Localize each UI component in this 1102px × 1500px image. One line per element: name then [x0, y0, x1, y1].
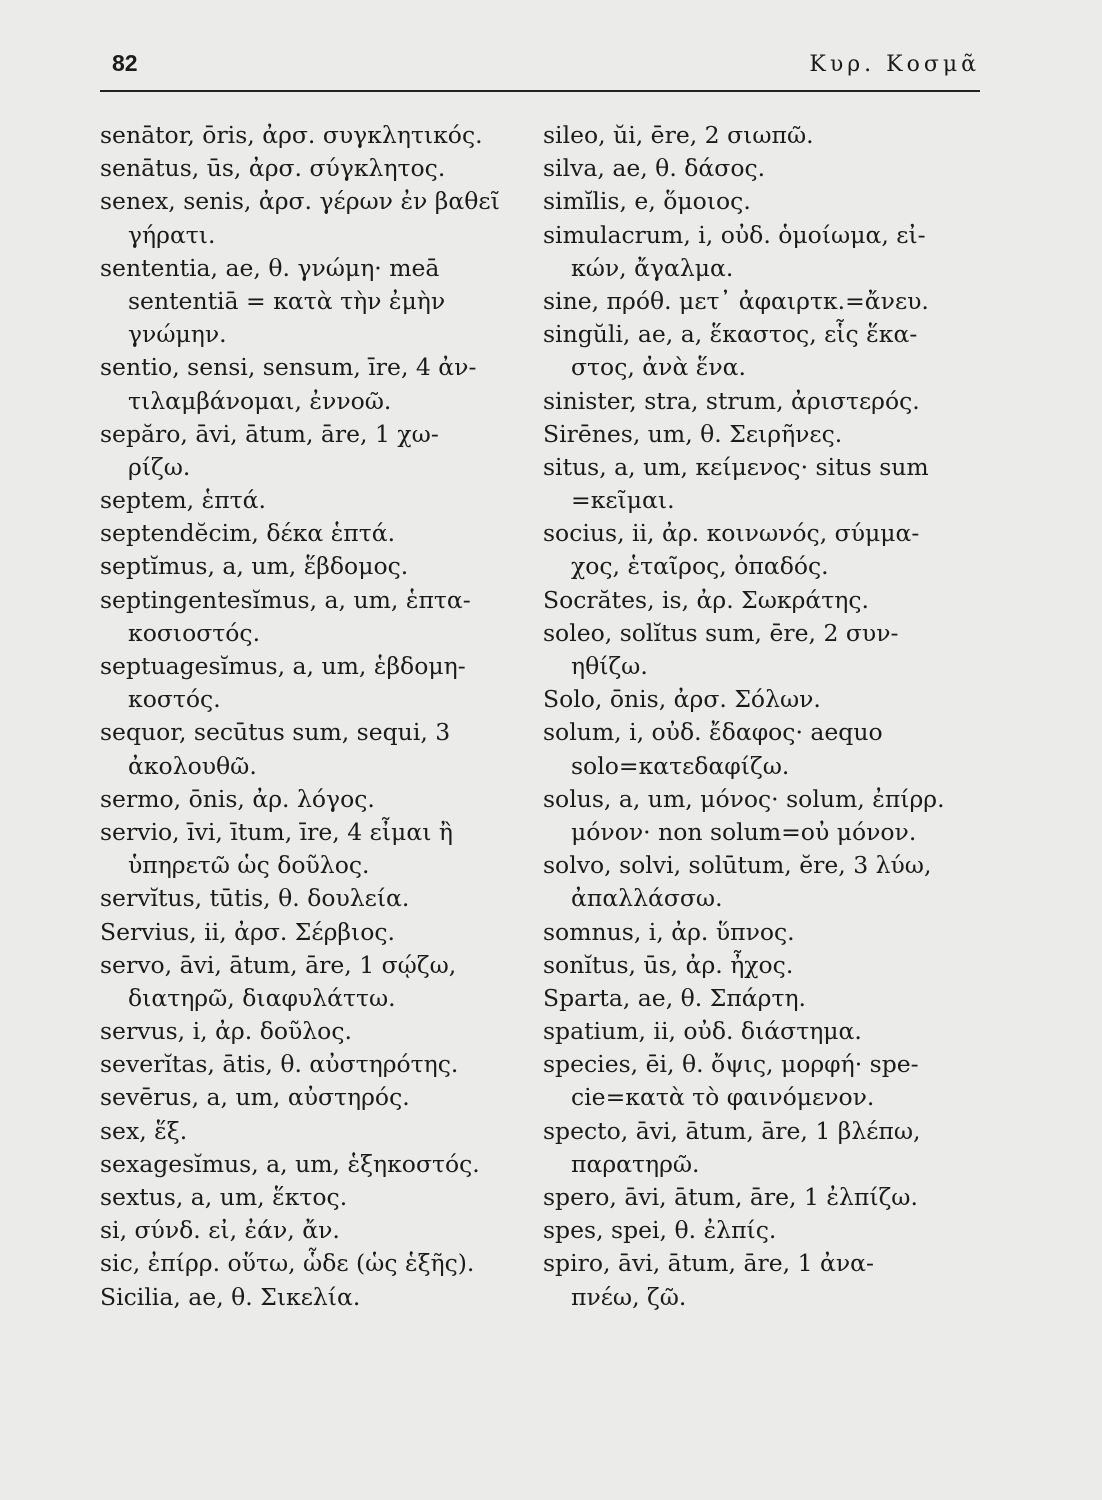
entry-line: sexagesĭmus, a, um, ἑξηκοστός. — [100, 1149, 480, 1178]
left-column — [100, 119, 520, 1314]
page-number: 82 — [112, 50, 138, 76]
entry-line: γνώμην. — [128, 320, 227, 349]
entry-line: singŭli, ae, a, ἕκαστος, εἷς ἕκα- — [543, 320, 918, 349]
entry-line: servĭtus, tūtis, θ. δουλεία. — [100, 884, 410, 913]
entry-line: septuagesĭmus, a, um, ἑβδομη- — [100, 652, 466, 680]
entry-line: simulacrum, i, οὐδ. ὁμοίωμα, εἰ- — [543, 220, 926, 249]
entry-line: στος, ἀνὰ ἕνα. — [571, 353, 747, 382]
entry-line: sileo, ŭi, ēre, 2 σιωπῶ. — [543, 121, 814, 149]
entry-line: sequor, secūtus sum, sequi, 3 — [100, 718, 451, 747]
entry-line: cie=κατὰ τὸ φαινόμενον. — [571, 1083, 875, 1112]
entry-line: senātus, ūs, ἀρσ. σύγκλητος. — [100, 154, 446, 183]
entry-line: ὑπηρετῶ ὡς δοῦλος. — [128, 851, 370, 880]
entry-line: μόνον· non solum=οὐ μόνον. — [571, 817, 917, 846]
entry-line: septĭmus, a, um, ἕβδομος. — [100, 552, 409, 581]
entry-line: sevērus, a, um, αὐστηρός. — [100, 1083, 410, 1112]
entry-line: spatium, ii, οὐδ. διάστημα. — [543, 1017, 862, 1046]
entry-line: septendĕcim, δέκα ἑπτά. — [100, 519, 396, 548]
entry-line: πνέω, ζῶ. — [571, 1282, 687, 1311]
entry-line: Socrătes, is, ἀρ. Σωκράτης. — [543, 585, 870, 614]
header-rule — [100, 90, 980, 92]
entry-line: κοστός. — [128, 685, 221, 714]
entry-line: sinister, stra, strum, ἀριστερός. — [543, 386, 920, 415]
page-header — [112, 50, 980, 84]
entry-line: Sparta, ae, θ. Σπάρτη. — [543, 983, 807, 1012]
entry-line: χος, ἑταῖρος, ὀπαδός. — [571, 552, 829, 581]
entry-line: severĭtas, ātis, θ. αὐστηρότης. — [100, 1050, 459, 1079]
entry-line: sententia, ae, θ. γνώμη· meā — [100, 253, 440, 282]
entry-line: solus, a, um, μόνος· solum, ἐπίρρ. — [543, 784, 945, 813]
entry-line: silva, ae, θ. δάσος. — [543, 154, 766, 183]
entry-line: senātor, ōris, ἀρσ. συγκλητικός. — [100, 121, 483, 149]
entry-line: ρίζω. — [128, 452, 191, 481]
entry-line: sextus, a, um, ἕκτος. — [100, 1183, 348, 1211]
entry-line: ἀπαλλάσσω. — [571, 884, 723, 913]
entry-line: sex, ἕξ. — [100, 1116, 188, 1145]
entry-line: sermo, ōnis, ἀρ. λόγος. — [100, 784, 375, 813]
entry-line: senex, senis, ἀρσ. γέρων ἐν βαθεῖ — [100, 187, 500, 216]
entry-line: somnus, i, ἀρ. ὕπνος. — [543, 917, 795, 946]
entry-line: sententiā = κατὰ τὴν ἐμὴν — [128, 286, 446, 315]
entry-line: τιλαμβάνομαι, ἐννοῶ. — [128, 386, 392, 415]
entry-line: Servius, ii, ἀρσ. Σέρβιος. — [100, 917, 395, 946]
entry-line: sine, πρόθ. μετ᾽ ἀφαιρτκ.=ἄνευ. — [543, 286, 929, 315]
entry-line: si, σύνδ. εἰ, ἐάν, ἄν. — [100, 1216, 340, 1245]
entry-line: κοσιοστός. — [128, 618, 261, 647]
entry-line: soleo, solĭtus sum, ēre, 2 συν- — [543, 618, 899, 647]
entry-line: situs, a, um, κείμενος· situs sum — [543, 452, 929, 481]
entry-line: διατηρῶ, διαφυλάττω. — [128, 983, 396, 1012]
entry-line: sepăro, āvi, ātum, āre, 1 χω- — [100, 419, 439, 448]
entry-line: κών, ἄγαλμα. — [571, 253, 734, 282]
entry-line: ἀκολουθῶ. — [128, 751, 257, 780]
entry-line: Sicilia, ae, θ. Σικελία. — [100, 1282, 361, 1311]
entry-line: sentio, sensi, sensum, īre, 4 ἀν- — [100, 353, 477, 382]
entry-line: =κεῖμαι. — [571, 486, 675, 515]
entry-line: solvo, solvi, solūtum, ĕre, 3 λύω, — [543, 851, 932, 880]
entry-line: γήρατι. — [128, 220, 216, 249]
entry-line: ηθίζω. — [571, 652, 648, 680]
entry-line: socius, ii, ἀρ. κοινωνός, σύμμα- — [543, 519, 920, 548]
entry-line: spero, āvi, ātum, āre, 1 ἐλπίζω. — [543, 1183, 918, 1211]
entry-line: solo=κατεδαφίζω. — [571, 751, 790, 780]
right-column — [543, 119, 983, 1314]
entry-line: species, ēi, θ. ὄψις, μορφή· spe- — [543, 1050, 919, 1079]
entry-line: specto, āvi, ātum, āre, 1 βλέπω, — [543, 1116, 921, 1145]
running-head: Κυρ. Κοσμᾶ — [809, 52, 980, 77]
entry-line: simĭlis, e, ὅμοιος. — [543, 187, 751, 216]
entry-line: servus, i, ἀρ. δοῦλος. — [100, 1017, 352, 1046]
entry-line: septem, ἑπτά. — [100, 486, 266, 515]
entry-line: Solo, ōnis, ἀρσ. Σόλων. — [543, 685, 821, 714]
entry-line: Sirēnes, um, θ. Σειρῆνες. — [543, 419, 843, 448]
entry-line: solum, i, οὐδ. ἔδαφος· aequo — [543, 718, 883, 747]
entry-line: spiro, āvi, ātum, āre, 1 ἀνα- — [543, 1249, 874, 1278]
entry-line: sonĭtus, ūs, ἀρ. ἦχος. — [543, 950, 794, 979]
entry-line: spes, spei, θ. ἐλπίς. — [543, 1216, 777, 1245]
entry-line: sic, ἐπίρρ. οὕτω, ὧδε (ὡς ἑξῆς). — [100, 1249, 475, 1278]
entry-line: παρατηρῶ. — [571, 1149, 700, 1178]
entry-line: servio, īvi, ītum, īre, 4 εἶμαι ἢ — [100, 817, 453, 846]
entry-line: servo, āvi, ātum, āre, 1 σῴζω, — [100, 950, 457, 979]
entry-line: septingentesĭmus, a, um, ἑπτα- — [100, 585, 471, 614]
